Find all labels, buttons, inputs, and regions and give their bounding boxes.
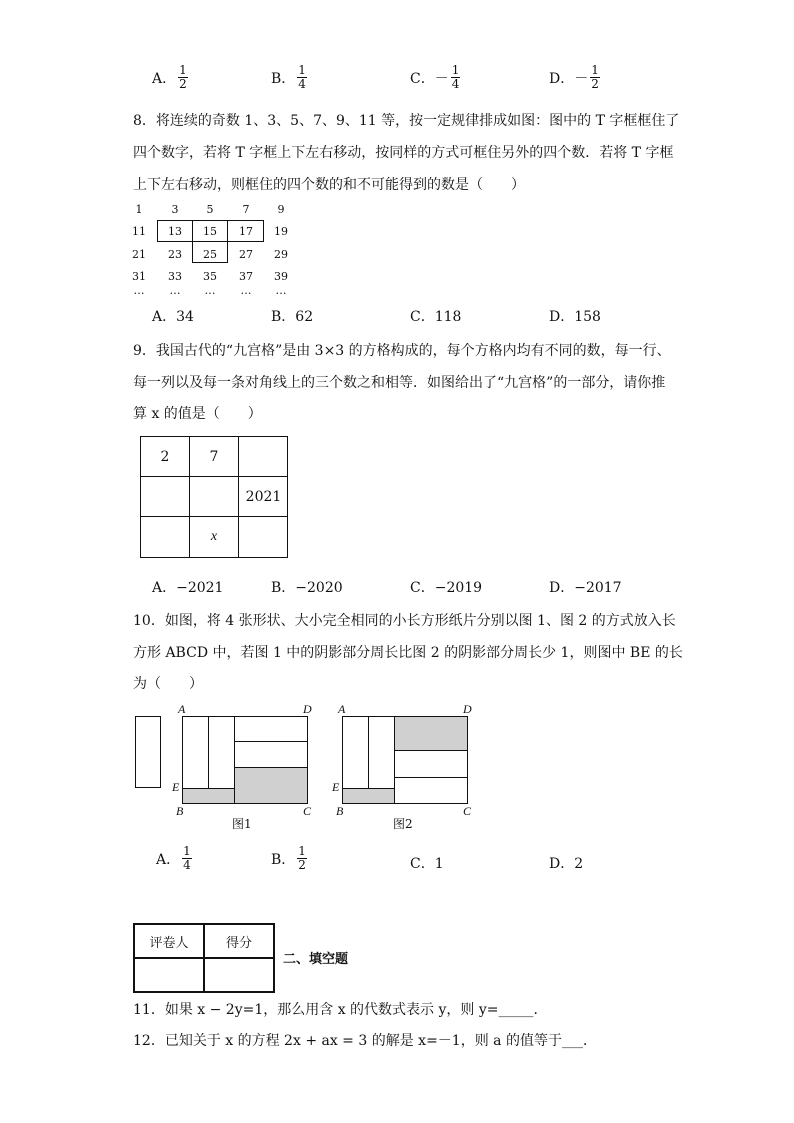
nine-grid-cell <box>239 517 288 557</box>
fig2-vertical-strip <box>368 716 395 789</box>
q8-option-d: D．158 <box>549 309 601 325</box>
score-table <box>133 923 275 993</box>
fraction: $\frac{1}{2}$ <box>298 844 306 873</box>
grid-cell: 31 <box>132 270 146 283</box>
q7-option-a <box>152 64 188 91</box>
fraction: $\frac{1}{4}$ <box>298 63 306 92</box>
nine-grid-cell: 2021 <box>239 477 288 517</box>
fraction: $\frac{1}{4}$ <box>183 844 191 873</box>
grid-cell: 9 <box>277 203 285 216</box>
grid-cell: 11 <box>132 225 146 238</box>
grid-cell: 5 <box>206 203 214 216</box>
grid-cell: 39 <box>274 270 288 283</box>
fig1-vertical-strip <box>208 716 235 789</box>
grid-cell: … <box>169 284 181 297</box>
q8-option-b: B．62 <box>271 309 314 325</box>
fig1-horizontal-strip <box>234 716 308 742</box>
q9-option-d: D．−2017 <box>549 580 622 596</box>
fig2-shaded-region <box>342 788 395 804</box>
q7-option-b <box>271 64 307 91</box>
option-label: C．－ <box>410 70 449 87</box>
nine-grid-cell <box>239 437 288 477</box>
q9-options <box>0 577 794 611</box>
grid-cell: … <box>275 284 287 297</box>
grid-cell: 35 <box>203 270 217 283</box>
grid-cell: 13 <box>168 225 182 238</box>
grid-cell: 1 <box>135 203 143 216</box>
q9-option-b: B．−2020 <box>271 580 343 596</box>
fig1-vertical-strip <box>182 716 209 789</box>
q10-option-a <box>156 845 192 872</box>
grid-cell: 19 <box>274 225 288 238</box>
fraction: $\frac{1}{4}$ <box>451 63 460 92</box>
t-frame-box <box>157 220 193 242</box>
q7-option-c <box>410 64 460 91</box>
grader-cell <box>134 958 204 992</box>
fraction: $\frac{1}{2}$ <box>591 63 599 92</box>
nine-grid-cell: 7 <box>190 437 239 477</box>
q9-option-c: C．−2019 <box>410 580 483 596</box>
section-title: 二、填空题 <box>283 952 349 967</box>
option-label: A． <box>156 851 181 868</box>
grid-cell: … <box>204 284 216 297</box>
q11-text: 11．如果 x − 2y=1，那么用含 x 的代数式表示 y，则 y=_____． <box>133 1002 548 1018</box>
nine-grid-cell: x <box>190 517 239 557</box>
grid-cell: … <box>133 284 145 297</box>
fig2-label-d: D <box>463 702 472 716</box>
q8-option-a: A．34 <box>152 309 194 325</box>
fig1-label-a: A <box>178 702 186 716</box>
q8-options <box>0 306 794 340</box>
fig2-horizontal-strip <box>394 777 468 804</box>
q10-option-b <box>271 845 307 872</box>
q8-line-3: 上下左右移动，则框住的四个数的和不可能得到的数是（ ） <box>133 177 525 193</box>
q9-line-1: 9．我国古代的“九宫格”是由 3×3 的方格构成的，每个方格内均有不同的数，每一行、 <box>133 343 671 359</box>
q10-options <box>0 845 794 879</box>
nine-grid-cell: 2 <box>141 437 190 477</box>
grid-cell: 17 <box>239 225 253 238</box>
fig2-label-c: C <box>463 804 472 818</box>
grid-cell: 25 <box>203 248 217 261</box>
grid-cell: 3 <box>171 203 179 216</box>
fig1-label-b: B <box>176 804 184 818</box>
t-frame-box <box>192 241 228 263</box>
nine-grid-cell <box>141 477 190 517</box>
grid-cell: 21 <box>132 248 146 261</box>
fig2-label-e: E <box>332 780 340 794</box>
fig2-label-a: A <box>338 702 346 716</box>
grid-cell: 7 <box>242 203 250 216</box>
q8-line-2: 四个数字，若将 T 字框上下左右移动，按同样的方式可框住另外的四个数．若将 T 字框 <box>133 145 674 161</box>
q12-text: 12．已知关于 x 的方程 2x + ax = 3 的解是 x=－1，则 a 的值等于___． <box>133 1033 597 1049</box>
t-frame-box <box>227 220 264 242</box>
q7-option-d <box>549 64 600 91</box>
fig1-shaded-region <box>182 788 235 804</box>
fig1-shaded-region <box>234 767 308 804</box>
q8-option-c: C．118 <box>410 309 462 325</box>
option-label: D．－ <box>549 70 589 87</box>
q10-line-3: 为（ ） <box>133 676 203 692</box>
nine-grid-cell <box>141 517 190 557</box>
small-rectangle <box>135 716 161 788</box>
fig2-vertical-strip <box>342 716 369 789</box>
fig2-caption: 图2 <box>393 817 413 831</box>
q10-line-1: 10．如图，将 4 张形状、大小完全相同的小长方形纸片分别以图 1、图 2 的方式放入长 <box>133 613 676 629</box>
q10-option-c: C．1 <box>410 856 444 872</box>
fig1-label-d: D <box>303 702 312 716</box>
fig1-caption: 图1 <box>232 817 252 831</box>
q10-line-2: 方形 ABCD 中，若图 1 中的阴影部分周长比图 2 的阴影部分周长少 1，则图中 BE 的长 <box>133 645 683 661</box>
q7-options <box>0 64 794 98</box>
q9-option-a: A．−2021 <box>152 580 224 596</box>
fig1-horizontal-strip <box>234 741 308 768</box>
grid-cell: 29 <box>274 248 288 261</box>
option-label: A． <box>152 70 177 87</box>
fig1-label-e: E <box>172 780 180 794</box>
score-cell <box>204 958 274 992</box>
nine-grid-cell <box>190 477 239 517</box>
fig2-label-b: B <box>336 804 344 818</box>
q8-line-1: 8．将连续的奇数 1、3、5、7、9、11 等，按一定规律排成如图：图中的 T 字框框住了 <box>133 113 680 129</box>
grid-cell: 33 <box>168 270 182 283</box>
grader-header: 评卷人 <box>134 924 204 958</box>
grid-cell: 15 <box>203 225 217 238</box>
t-frame-box <box>192 220 228 242</box>
nine-grid <box>140 436 288 558</box>
grid-cell: … <box>240 284 252 297</box>
fraction: $\frac{1}{2}$ <box>179 63 187 92</box>
q9-line-3: 算 x 的值是（ ） <box>133 406 262 422</box>
fig2-shaded-region <box>394 716 468 751</box>
grid-cell: 23 <box>168 248 182 261</box>
fig1-label-c: C <box>303 804 312 818</box>
grid-cell: 37 <box>239 270 253 283</box>
option-label: B． <box>271 70 296 87</box>
score-header: 得分 <box>204 924 274 958</box>
fig2-horizontal-strip <box>394 750 468 778</box>
grid-cell: 27 <box>239 248 253 261</box>
q10-option-d: D．2 <box>549 856 584 872</box>
q9-line-2: 每一列以及每一条对角线上的三个数之和相等．如图给出了“九宫格”的一部分，请你推 <box>133 375 666 391</box>
option-label: B． <box>271 851 296 868</box>
